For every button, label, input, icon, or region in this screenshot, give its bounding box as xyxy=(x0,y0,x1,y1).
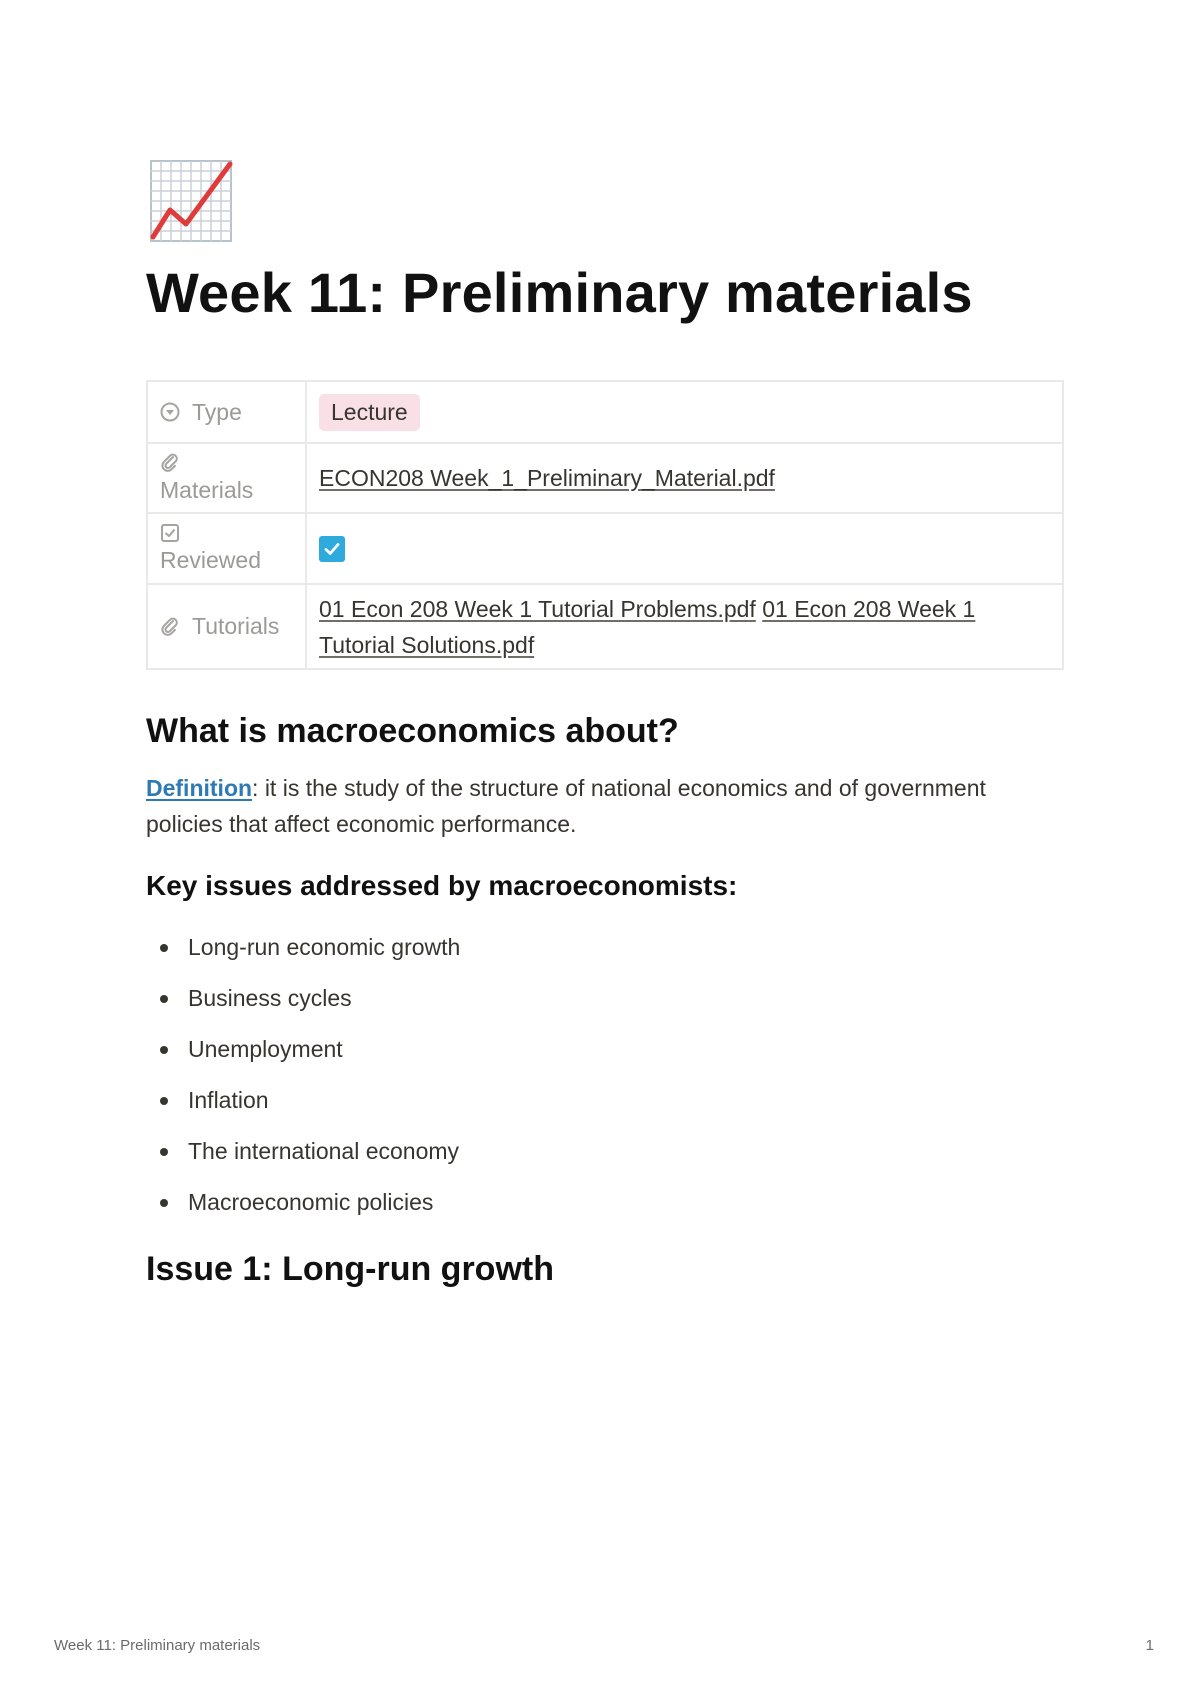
tutorial-file-link[interactable]: 01 Econ 208 Week 1 Tutorial Problems.pdf xyxy=(319,595,756,622)
definition-paragraph xyxy=(146,770,1066,842)
property-label-type: Type xyxy=(192,398,242,425)
property-value-tutorials xyxy=(306,584,1063,669)
list-item: Inflation xyxy=(160,1075,460,1126)
bullet-icon xyxy=(160,1046,168,1054)
property-name-type xyxy=(147,381,306,443)
key-issues-list xyxy=(160,922,460,1228)
list-item: The international economy xyxy=(160,1126,460,1177)
property-name-reviewed xyxy=(147,513,306,584)
properties-table xyxy=(146,380,1064,670)
bullet-icon xyxy=(160,1199,168,1207)
select-icon xyxy=(160,402,180,422)
property-label-materials: Materials xyxy=(160,476,254,503)
list-item: Macroeconomic policies xyxy=(160,1177,460,1228)
property-value-type[interactable] xyxy=(306,381,1063,443)
paperclip-icon xyxy=(160,617,180,637)
section-heading: What is macroeconomics about? xyxy=(146,712,679,750)
list-item: Business cycles xyxy=(160,973,460,1024)
property-value-reviewed xyxy=(306,513,1063,584)
bullet-icon xyxy=(160,1097,168,1105)
page-number: 1 xyxy=(1145,1637,1154,1654)
reviewed-checkbox[interactable] xyxy=(319,536,345,562)
checkbox-icon xyxy=(160,523,295,543)
type-tag[interactable]: Lecture xyxy=(319,394,420,431)
property-row-tutorials xyxy=(147,584,1063,669)
definition-text: : it is the study of the structure of national economics and of government policies that affect economic performance. xyxy=(146,775,986,837)
bullet-icon xyxy=(160,995,168,1003)
checkmark-icon xyxy=(323,540,341,558)
list-item: Long-run economic growth xyxy=(160,922,460,973)
property-label-tutorials: Tutorials xyxy=(192,613,280,639)
property-row-type xyxy=(147,381,1063,443)
page-title: Week 11: Preliminary materials xyxy=(146,261,973,324)
paperclip-icon xyxy=(160,453,295,473)
property-label-reviewed: Reviewed xyxy=(160,547,261,573)
list-item: Unemployment xyxy=(160,1024,460,1075)
materials-file-link[interactable]: ECON208 Week_1_Preliminary_Material.pdf xyxy=(319,464,775,491)
property-name-materials xyxy=(147,443,306,513)
chart-increasing-icon xyxy=(148,158,234,244)
tutorial-file-link[interactable]: 01 Econ 208 Week 1 Tutorial Solutions.pdf xyxy=(319,595,976,658)
property-name-tutorials xyxy=(147,584,306,669)
bullet-icon xyxy=(160,1148,168,1156)
section-heading: Issue 1: Long-run growth xyxy=(146,1250,554,1288)
subsection-heading: Key issues addressed by macroeconomists: xyxy=(146,870,738,901)
bullet-icon xyxy=(160,944,168,952)
property-value-materials xyxy=(306,443,1063,513)
property-row-reviewed xyxy=(147,513,1063,584)
property-row-materials xyxy=(147,443,1063,513)
definition-link[interactable]: Definition xyxy=(146,775,253,801)
footer-title: Week 11: Preliminary materials xyxy=(54,1637,261,1654)
